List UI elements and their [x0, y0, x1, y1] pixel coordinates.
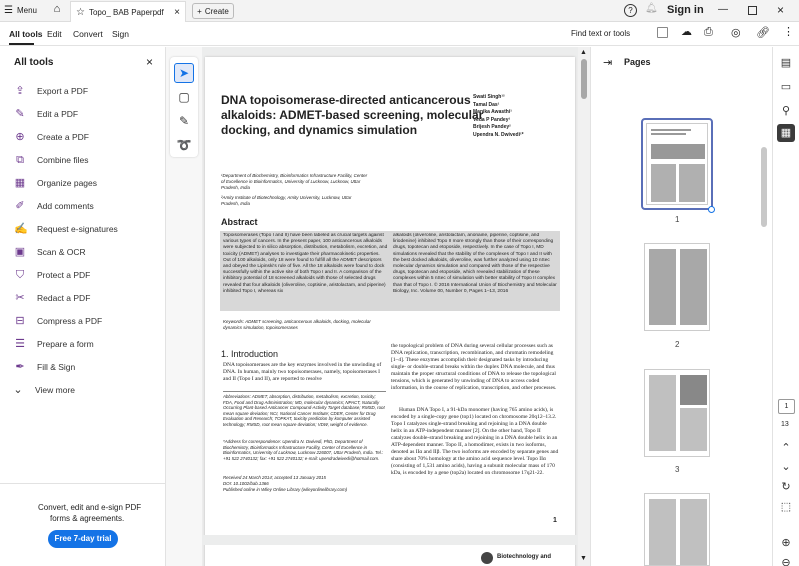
tool-scan-ocr[interactable]: ▣ Scan & OCR: [14, 246, 86, 258]
previous-page-icon[interactable]: ⌃: [781, 442, 791, 454]
pages-panel-title: Pages: [624, 57, 651, 67]
pages-panel: [590, 47, 772, 566]
quick-tools-strip: [166, 47, 202, 566]
save-icon[interactable]: [657, 27, 668, 38]
maximize-button[interactable]: [748, 6, 757, 15]
create-icon: ⊕: [15, 131, 25, 143]
promo-text-2: forms & agreements.: [50, 514, 125, 523]
intro-right-text: the topological problem of DNA during several cellular processes such as DNA replication, transcription, recombination, and chromatin remodeling [1–4]. These enzymes accomplish their designated tasks by introducing single- or double-strand breaks within the duplex DNA molecule, and thus maintain the proper structural conditions of DNA to release the topological tensions, which is generated by unwinding of DNA to access coded information, in the course of replication, transcription, and other processes.: [391, 343, 557, 391]
zoom-in-icon[interactable]: ⊕: [781, 537, 791, 549]
lasso-tool-button[interactable]: [174, 135, 194, 155]
tool-organize-pages[interactable]: ▦ Organize pages: [14, 177, 98, 189]
thumb-abstract-block: [651, 144, 705, 159]
thumb-body-block: [680, 249, 707, 325]
thumbnail-2[interactable]: [644, 243, 710, 331]
tool-add-comments[interactable]: ✐ Add comments: [15, 200, 94, 212]
sign-in-button[interactable]: Sign in: [667, 4, 704, 16]
zoom-out-icon[interactable]: ⊖: [781, 557, 791, 566]
next-page-icon[interactable]: ⌄: [781, 461, 791, 473]
thumb-body-block: [651, 164, 676, 202]
lasso-icon: ➰: [176, 138, 192, 152]
menu-button[interactable]: ☰ Menu: [4, 5, 37, 16]
tab-title: Topo_ BAB Paperpdf: [88, 7, 164, 17]
view-more-icon: ⌄: [13, 384, 23, 396]
close-tab-icon[interactable]: ×: [174, 6, 180, 18]
abbreviations: Abbreviations: ADMET, absorption, distribution, metabolism, excretion, toxicity; FDA, Food and Drug Administration; MD, molecular dynamics; NPACT, Naturally Occurring Plant-based Anticancer Compound-Activity Target database; RMSD, root mean square deviation; NCI, National Cancer Institute; CDER, Center for Drug Evaluation and Research; TOPKAT, toxicity prediction by komputer assisted technology; RMSD, root mean square deviation; VDW, weight of evidence.: [223, 394, 385, 427]
received-date: Received 24 March 2014; accepted 13 January 2015: [223, 475, 327, 480]
comments-panel-icon[interactable]: ▭: [780, 81, 792, 93]
scroll-down-arrow[interactable]: ▼: [580, 555, 587, 562]
thumb-body-block: [680, 499, 707, 565]
edit-icon: ✎: [15, 108, 25, 120]
scroll-up-arrow[interactable]: ▲: [580, 49, 587, 56]
thumb-body-block: [649, 375, 676, 451]
comment-icon: ✐: [15, 200, 25, 212]
thumb-line: [651, 129, 691, 131]
tool-redact-pdf[interactable]: ✂ Redact a PDF: [15, 292, 91, 304]
thumbnail-1-label: 1: [675, 215, 680, 224]
paper-title-line-3: docking, and dynamics simulation: [221, 123, 418, 137]
notifications-icon[interactable]: 🔔︎: [645, 3, 658, 14]
intro-left-text: DNA topoisomerases are the key enzymes involved in the unwinding of DNA. In human, mainly two topoisomerases, namely, topoisomerases I and II (Topo I and II), are reported to resolve: [223, 362, 382, 382]
promo-text-1: Convert, edit and e-sign PDF: [38, 503, 142, 512]
tool-prepare-form[interactable]: ☰ Prepare a form: [15, 338, 94, 350]
redact-icon: ✂: [15, 292, 25, 304]
abstract-heading: Abstract: [221, 217, 258, 227]
select-area-icon[interactable]: ⬚: [780, 501, 792, 513]
document-viewer[interactable]: [202, 47, 578, 566]
paper-title-line-2: alkaloids: ADMET-based screening, molecular: [221, 108, 484, 122]
tool-request-esign[interactable]: ✍ Request e-signatures: [14, 223, 118, 235]
author-list: Swati Singh¹² Tamal Das¹ Manika Awasthi¹ Veda P Pandey¹ Brijesh Pandey² Upendra N. Dwivedi¹*: [473, 94, 524, 138]
grid-view-icon[interactable]: ▦: [777, 124, 795, 142]
thumb-body-block: [649, 249, 676, 325]
thumbnail-3[interactable]: [644, 369, 710, 457]
right-sidebar: [772, 47, 799, 566]
tool-compress-pdf[interactable]: ⊟ Compress a PDF: [15, 315, 103, 327]
collapse-panel-icon[interactable]: ⇥: [603, 57, 613, 69]
page-bottom-edge: [202, 535, 578, 545]
tool-protect-pdf[interactable]: ⛉ Protect a PDF: [15, 269, 91, 281]
upload-cloud-icon[interactable]: ☁: [681, 26, 692, 38]
total-pages: 13: [781, 421, 789, 428]
document-scrollbar[interactable]: [578, 47, 590, 566]
export-icon: ⇪: [15, 85, 25, 97]
organize-icon: ▦: [14, 177, 26, 189]
thumbnail-1[interactable]: [646, 123, 708, 205]
close-panel-icon[interactable]: ×: [146, 55, 154, 69]
ai-assistant-icon[interactable]: ◎: [731, 27, 741, 39]
scrollbar-thumb[interactable]: [581, 59, 587, 99]
pen-icon: ✎: [178, 114, 190, 128]
menu-bar: [0, 22, 799, 46]
combine-icon: ⧉: [16, 154, 24, 166]
menu-sign[interactable]: Sign: [112, 29, 130, 39]
menu-all-tools[interactable]: All tools: [9, 29, 43, 39]
thumb-body-block: [680, 408, 707, 451]
tool-view-more[interactable]: ⌄ View more: [13, 384, 75, 396]
pdf-page-1: [205, 57, 575, 566]
tool-create-pdf[interactable]: ⊕ Create a PDF: [15, 131, 89, 143]
current-page-field[interactable]: 1: [778, 399, 795, 414]
paper-title-line-1: DNA topoisomerase-directed anticancerous: [221, 93, 471, 107]
thumbnail-4[interactable]: [644, 493, 710, 566]
intro-heading: 1. Introduction: [221, 349, 279, 359]
thumb-figure-block: [680, 375, 707, 405]
more-options-icon[interactable]: ⋮: [783, 26, 794, 38]
protect-icon: ⛉: [15, 269, 25, 281]
journal-logo-icon: [481, 552, 493, 564]
correspondence: *Address for correspondence: Upendra N. Dwivedi, PhD, Department of Biochemistry, Bioinformatics Infrastructure Facility, Center of Excellence in Bioinformatics, University of Lucknow, Lucknow 226007, Uttar Pradesh, India. Tel.: +91 522 2740132; fax: +91 522 2740132; e-mail: upendradwivedi@hotmail.com.: [223, 439, 384, 461]
abstract-right-column: alkaloids (oliveroline, aristolactam, anonaine, piperine, coptisine, and liriodenine) inhibited Topo II more strongly than those of their corresponding drugs, topotecan and etoposide, respectively. In the case of Topo I, MD simulations revealed that the stability of the complexes of Topo I and II with the best docked alkaloids, oliveroline, was further analyzed using 10 nSec molecular dynamics simulation and compared with those of the respective drugs, topotecan and etoposide, which revealed stabilization of these complexes within 5 nSec of simulation with better stability of Topo II complex than that of Topo I. © 2016 International Union of Biochemistry and Molecular Biology, Inc. Volume 00, Number 0, Pages 1–13, 2016: [393, 233, 557, 294]
help-icon[interactable]: ?: [624, 4, 637, 17]
create-button[interactable]: + Create: [192, 3, 234, 19]
page-thumbnails-icon[interactable]: ▤: [780, 57, 792, 69]
pages-panel-scrollbar[interactable]: [761, 147, 767, 227]
page-number: 1: [553, 517, 557, 524]
menu-edit[interactable]: Edit: [47, 29, 62, 39]
home-icon: ⌂: [53, 3, 61, 15]
free-trial-button[interactable]: Free 7-day trial: [48, 530, 118, 548]
form-icon: ☰: [15, 338, 25, 350]
select-tool-button[interactable]: [174, 63, 194, 83]
cursor-icon: ➤: [178, 66, 190, 80]
all-tools-panel: [0, 47, 166, 566]
compress-icon: ⊟: [15, 315, 25, 327]
thumbnail-3-label: 3: [675, 465, 680, 474]
thumb-body-block: [649, 499, 676, 565]
star-icon[interactable]: ☆: [76, 6, 85, 18]
scan-icon: ▣: [14, 246, 26, 258]
plus-icon: +: [197, 6, 202, 16]
affiliation-1: ¹Department of Biochemistry, Bioinformatics Infrastructure Facility, Center of Excellence in Bioinformatics, University of Lucknow, Lucknow, Uttar Pradesh, India: [221, 173, 368, 190]
tool-edit-pdf[interactable]: ✎ Edit a PDF: [15, 108, 79, 120]
intro-right-text-2: Human DNA Topo I, a 91-kDa monomer (having 765 amino acids), is encoded by a single-copy gene (top1) located on chromosome 20q12–13.2. Topo I catalyzes single-strand breaking and rejoining in a DNA double helix in an ATP-independent manner [2]. On the other hand, Topo II catalyzes double-strand breaking and rejoining in a DNA double helix in an ATP-dependent manner. Topo II, a homodimer, exists in two isoforms, denoted as IIα and IIβ. The two isoforms are encoded by separate genes and share about 70% homology at the amino acid sequence level. Topo IIα (consisting of 1,531 amino acids), having a subunit molecular mass of 170 kDa, is encoded by a gene (top2a) located on chromosome 17q21-22.: [391, 407, 559, 476]
thumb-line: [651, 133, 686, 135]
thumb-body-block: [679, 164, 705, 202]
print-icon[interactable]: ⎙: [704, 26, 713, 38]
abbreviations-divider: [223, 391, 386, 392]
menu-convert[interactable]: Convert: [73, 29, 103, 39]
tab-bar: [0, 0, 799, 22]
hamburger-icon: ☰: [4, 5, 13, 16]
keywords: Keywords: ADMET screening, anticancerous alkaloids, docking, molecular dynamics simulation, topoisomerases: [223, 319, 371, 330]
add-comment-icon: ▢: [178, 90, 190, 104]
panel-title: All tools: [14, 57, 54, 68]
menu-all-tools-underline: [9, 43, 34, 45]
tool-fill-sign[interactable]: ✒ Fill & Sign: [15, 361, 76, 373]
draw-tool-button[interactable]: [174, 111, 194, 131]
affiliation-2: ²Amity Institute of Biotechnology, Amity University, Lucknow, Uttar Pradesh, India: [221, 195, 352, 206]
esign-icon: ✍: [14, 223, 28, 235]
fillsign-icon: ✒: [15, 361, 25, 373]
doi: DOI: 10.1002/bab.1366: [223, 481, 269, 486]
next-page-journal: Biotechnology and: [497, 554, 551, 560]
abstract-left-column: Topoisomerases (Topo I and II) have been labeled as crucial targets against various types of cancers. In the present paper, 100 anticancerous alkaloids were subjected to in silico absorption, distribution, metabolism, excretion, and toxicity (ADMET) analyses to investigate their pharmacokinetic properties. Out of 100 alkaloids, only 18 were found to fulfill all the ADMET descriptors and obeyed the Lipinski's rule of five. All the 18 alkaloids were found to dock successfully within the active site of both Topo I and II. A comparison of the inhibitory potential of 18 screened alkaloids with those of selected drugs revealed that four alkaloids (oliveroline, coptisine, aristolactam, and piperine) inhibited Topo I, whereas six: [223, 233, 388, 294]
published-online: Published online in Wiley Online Library (wileyonlinelibrary.com): [223, 487, 348, 492]
find-text-input[interactable]: Find text or tools: [571, 29, 631, 38]
document-tab[interactable]: [70, 1, 186, 22]
promo-divider: [0, 483, 165, 484]
minimize-button[interactable]: —: [718, 4, 728, 15]
comment-tool-button[interactable]: [174, 87, 194, 107]
link-icon[interactable]: 🔗︎: [756, 27, 770, 39]
home-button[interactable]: [48, 3, 66, 19]
refresh-icon[interactable]: ↻: [781, 481, 791, 493]
tool-export-pdf[interactable]: ⇪ Export a PDF: [15, 85, 89, 97]
thumbnail-2-label: 2: [675, 340, 680, 349]
close-window-button[interactable]: ×: [777, 3, 785, 17]
bookmarks-icon[interactable]: ⚲: [781, 105, 791, 117]
thumbnail-resize-handle[interactable]: [708, 206, 715, 213]
tool-combine-files[interactable]: ⧉ Combine files: [14, 153, 89, 167]
